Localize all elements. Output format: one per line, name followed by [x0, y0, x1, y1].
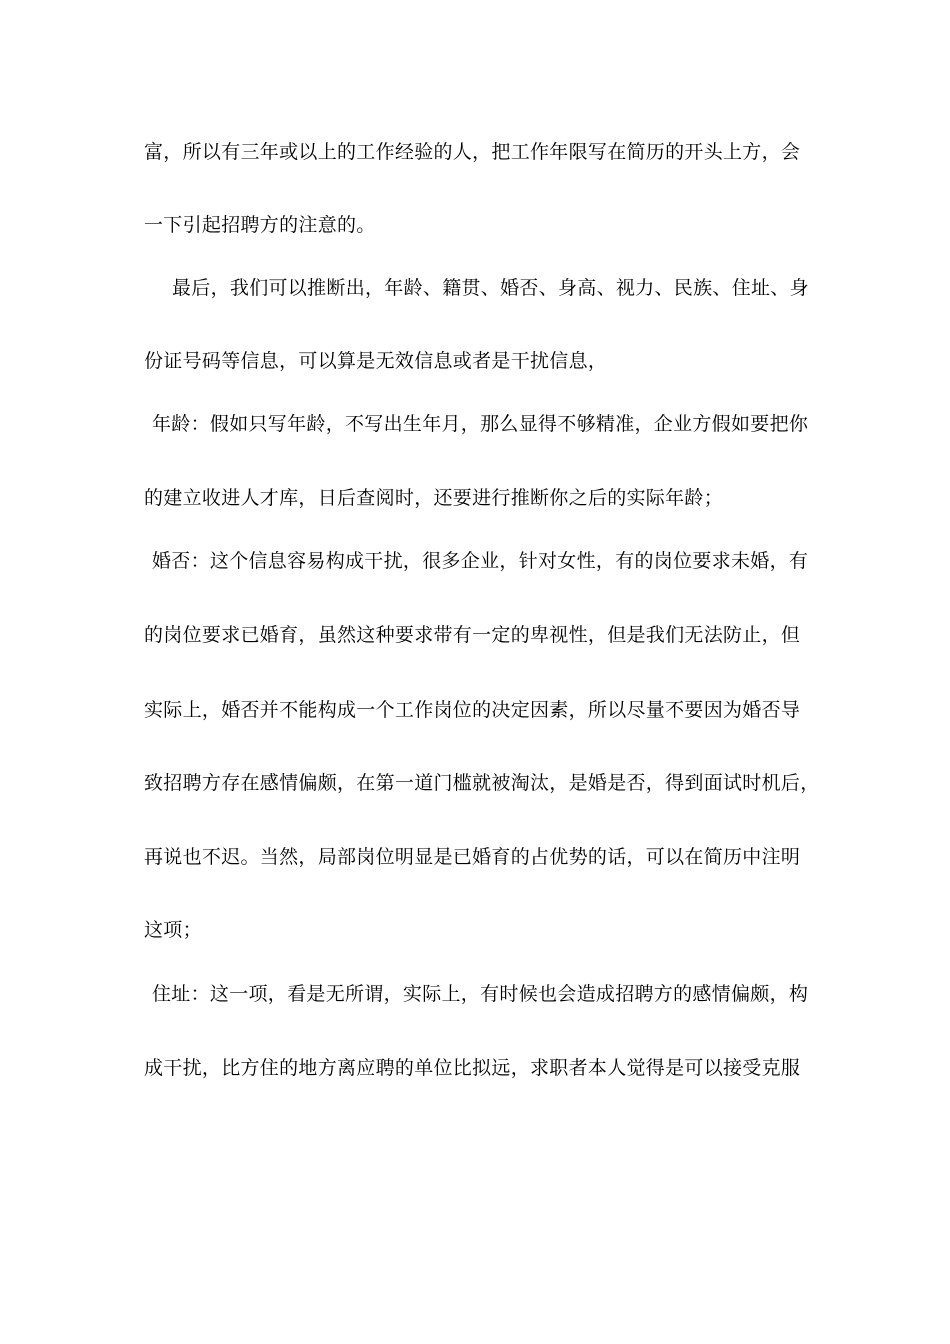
- body-text-line: 的岗位要求已婚育，虽然这种要求带有一定的卑视性，但是我们无法防止，但: [144, 624, 801, 646]
- body-text-line: 这项；: [144, 919, 202, 941]
- paragraph-start-line: 最后，我们可以推断出，年龄、籍贯、婚否、身高、视力、民族、住址、身: [172, 277, 809, 299]
- body-text-line: 的建立收进人才库，日后查阅时，还要进行推断你之后的实际年龄；: [144, 487, 724, 509]
- body-text-line: 成干扰，比方住的地方离应聘的单位比拟远，求职者本人觉得是可以接受克服: [144, 1057, 801, 1079]
- body-text-line: 致招聘方存在感情偏颇，在第一道门槛就被淘汰，是婚是否，得到面试时机后，: [144, 772, 820, 794]
- paragraph-start-line: 婚否：这个信息容易构成干扰，很多企业，针对女性，有的岗位要求未婚，有: [152, 550, 809, 572]
- body-text-line: 份证号码等信息，可以算是无效信息或者是干扰信息，: [144, 350, 608, 372]
- body-text-line: 富，所以有三年或以上的工作经验的人，把工作年限写在简历的开头上方，会: [144, 141, 801, 163]
- paragraph-start-line: 年龄：假如只写年龄，不写出生年月，那么显得不够精准，企业方假如要把你: [152, 413, 809, 435]
- body-text-line: 实际上，婚否并不能构成一个工作岗位的决定因素，所以尽量不要因为婚否导: [144, 699, 801, 721]
- body-text-line: 再说也不迟。当然，局部岗位明显是已婚育的占优势的话，可以在简历中注明: [144, 846, 801, 868]
- body-text-line: 一下引起招聘方的注意的。: [144, 214, 376, 236]
- paragraph-start-line: 住址：这一项，看是无所谓，实际上，有时候也会造成招聘方的感情偏颇，构: [152, 983, 809, 1005]
